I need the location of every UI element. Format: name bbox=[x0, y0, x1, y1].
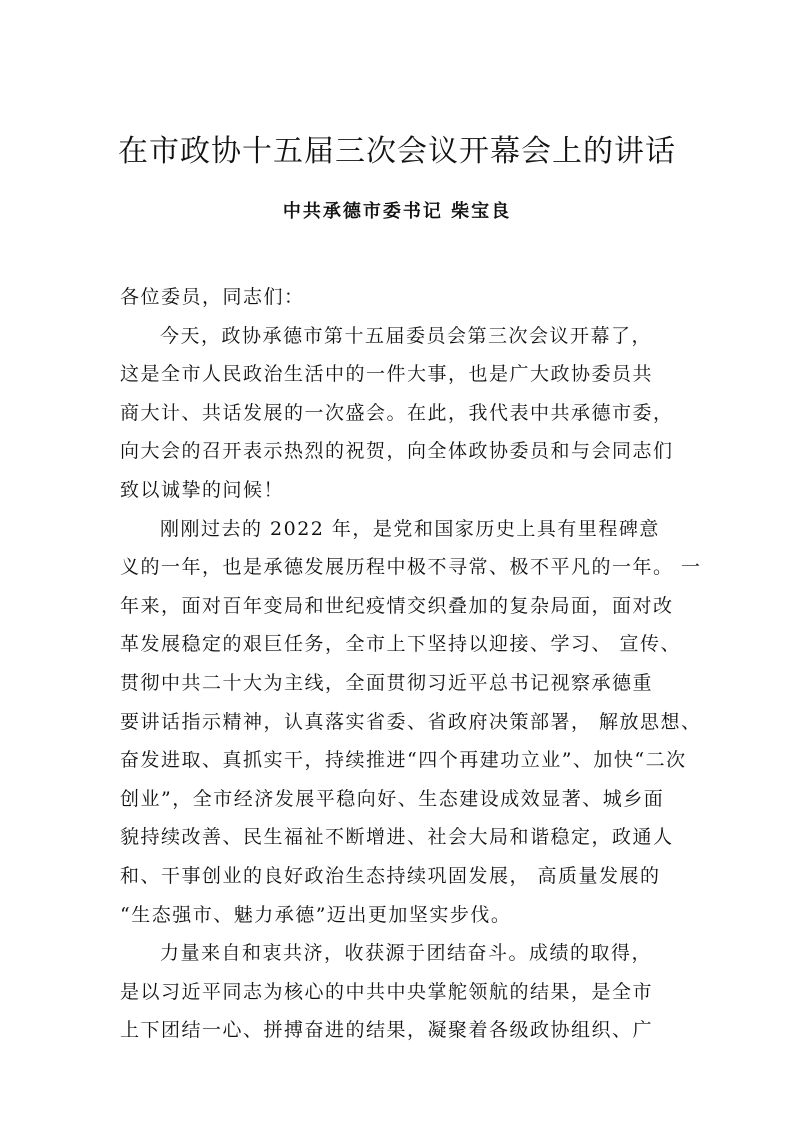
paragraph-line: 义的一年，也是承德发展历程中极不寻常、极不平凡的一年。 一 bbox=[120, 556, 702, 579]
salutation: 各位委员，同志们： bbox=[120, 286, 305, 308]
paragraph-line: 是以习近平同志为核心的中共中央掌舵领航的结果，是全市 bbox=[120, 980, 654, 1003]
paragraph-line: 年来，面对百年变局和世纪疫情交织叠加的复杂局面，面对改 bbox=[120, 594, 674, 617]
paragraph-line: 这是全市人民政治生活中的一件大事，也是广大政协委员共 bbox=[120, 363, 654, 386]
author-line: 中共承德市委书记 柴宝良 bbox=[282, 201, 512, 222]
document-title: 在市政协十五届三次会议开幕会上的讲话 bbox=[118, 134, 676, 169]
paragraph-line: 革发展稳定的艰巨任务，全市上下坚持以迎接、学习、 宣传、 bbox=[120, 633, 682, 656]
paragraph-line: 商大计、共话发展的一次盛会。在此，我代表中共承德市委， bbox=[120, 401, 674, 424]
paragraph-line: 致以诚挚的问候！ bbox=[120, 478, 285, 501]
paragraph-line: 创业”，全市经济发展平稳向好、生态建设成效显著、城乡面 bbox=[120, 787, 665, 810]
paragraph-line: 上下团结一心、拼搏奋进的结果，凝聚着各级政协组织、广 bbox=[120, 1019, 654, 1042]
speech-body bbox=[120, 278, 702, 1050]
paragraph-line: 奋发进取、真抓实干，持续推进“四个再建功立业”、加快“二次 bbox=[120, 749, 687, 772]
paragraph-line: 力量来自和衷共济，收获源于团结奋斗。成绩的取得， bbox=[160, 942, 653, 965]
paragraph-line: 向大会的召开表示热烈的祝贺，向全体政协委员和与会同志们 bbox=[120, 440, 674, 463]
paragraph-line: “生态强市、魅力承德”迈出更加坚实步伐。 bbox=[120, 903, 512, 926]
paragraph-line: 貌持续改善、民生福祉不断增进、社会大局和谐稳定，政通人 bbox=[120, 826, 674, 849]
paragraph-line: 刚刚过去的 2022 年，是党和国家历史上具有里程碑意 bbox=[160, 517, 660, 540]
paragraph-line: 和、干事创业的良好政治生态持续巩固发展， 高质量发展的 bbox=[120, 864, 661, 887]
paragraph-line: 今天，政协承德市第十五届委员会第三次会议开幕了， bbox=[160, 324, 653, 347]
paragraph-line: 贯彻中共二十大为主线，全面贯彻习近平总书记视察承德重 bbox=[120, 671, 654, 694]
paragraph-line: 要讲话指示精神，认真落实省委、省政府决策部署， 解放思想、 bbox=[120, 710, 702, 733]
